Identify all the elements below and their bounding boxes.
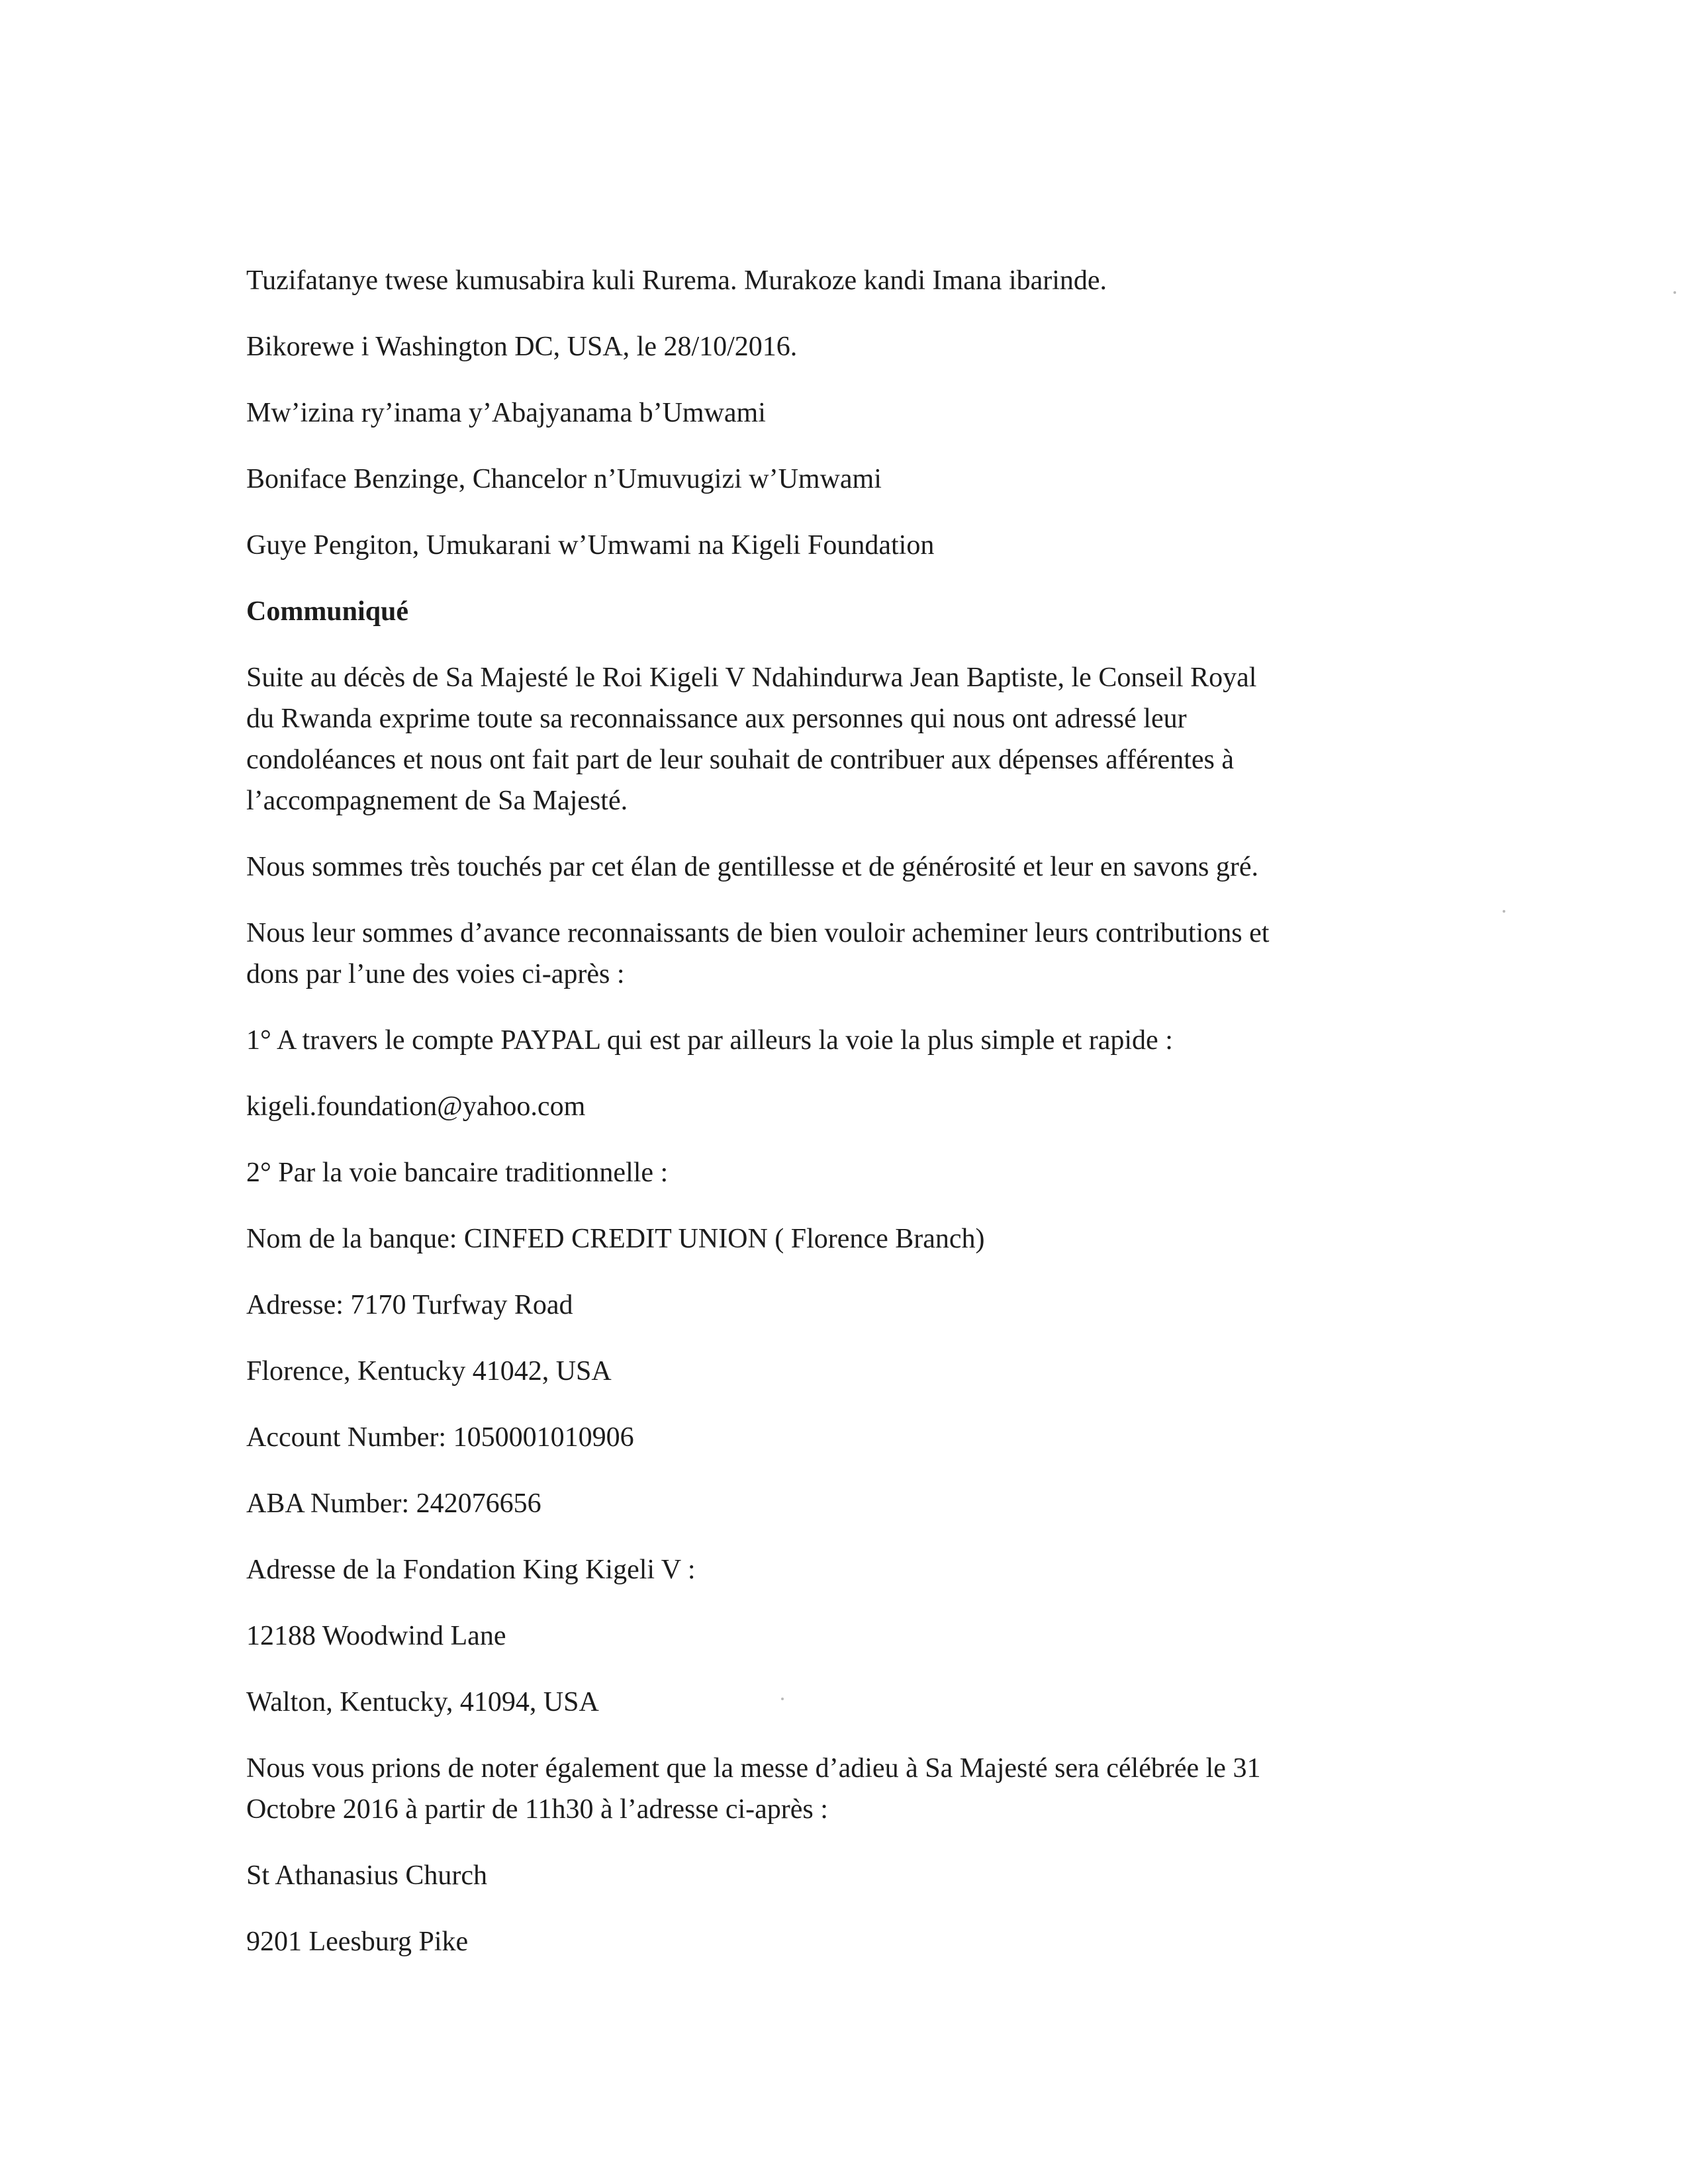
account-number: Account Number: 1050001010906	[246, 1422, 634, 1453]
place-date-line: Bikorewe i Washington DC, USA, le 28/10/2016.	[246, 332, 798, 362]
council-line: Mw’izina ry’inama y’Abajyanama b’Umwami	[246, 398, 766, 428]
scan-speck	[1673, 291, 1676, 294]
paragraph-4-line-1: Nous vous prions de noter également que la messe d’adieu à Sa Majesté sera célébrée le 31	[246, 1753, 1261, 1784]
closing-line: Tuzifatanye twese kumusabira kuli Rurema. Murakoze kandi Imana ibarinde.	[246, 265, 1107, 296]
scan-speck	[781, 1698, 784, 1700]
communique-heading: Communiqué	[246, 596, 409, 627]
paragraph-2: Nous sommes très touchés par cet élan de gentillesse et de générosité et leur en savons gré.	[246, 852, 1259, 882]
paragraph-1-line-2: du Rwanda exprime toute sa reconnaissance aux personnes qui nous ont adressé leur	[246, 704, 1187, 734]
option-bank: 2° Par la voie bancaire traditionnelle :	[246, 1158, 669, 1188]
bank-address: Adresse: 7170 Turfway Road	[246, 1290, 573, 1320]
foundation-address-label: Adresse de la Fondation King Kigeli V :	[246, 1555, 696, 1585]
paragraph-3-line-1: Nous leur sommes d’avance reconnaissants de bien vouloir acheminer leurs contributions et	[246, 918, 1270, 948]
paragraph-1-line-1: Suite au décès de Sa Majesté le Roi Kigeli V Ndahindurwa Jean Baptiste, le Conseil Royal	[246, 662, 1257, 693]
aba-number: ABA Number: 242076656	[246, 1488, 541, 1519]
option-paypal: 1° A travers le compte PAYPAL qui est par ailleurs la voie la plus simple et rapide :	[246, 1025, 1173, 1056]
paragraph-1-line-3: condoléances et nous ont fait part de leur souhait de contribuer aux dépenses afférentes à	[246, 745, 1234, 775]
church-name: St Athanasius Church	[246, 1860, 487, 1891]
paragraph-4-line-2: Octobre 2016 à partir de 11h30 à l’adresse ci-après :	[246, 1794, 828, 1825]
signatory-chancelor: Boniface Benzinge, Chancelor n’Umuvugizi w’Umwami	[246, 464, 882, 494]
scan-speck	[1503, 910, 1505, 913]
foundation-city: Walton, Kentucky, 41094, USA	[246, 1687, 599, 1717]
foundation-street: 12188 Woodwind Lane	[246, 1621, 506, 1651]
paragraph-1-line-4: l’accompagnement de Sa Majesté.	[246, 786, 628, 816]
paragraph-3-line-2: dons par l’une des voies ci-après :	[246, 959, 625, 989]
bank-name: Nom de la banque: CINFED CREDIT UNION ( Florence Branch)	[246, 1224, 985, 1254]
paypal-email: kigeli.foundation@yahoo.com	[246, 1091, 586, 1122]
signatory-secretary: Guye Pengiton, Umukarani w’Umwami na Kigeli Foundation	[246, 530, 935, 561]
church-street: 9201 Leesburg Pike	[246, 1927, 469, 1957]
bank-city: Florence, Kentucky 41042, USA	[246, 1356, 612, 1387]
